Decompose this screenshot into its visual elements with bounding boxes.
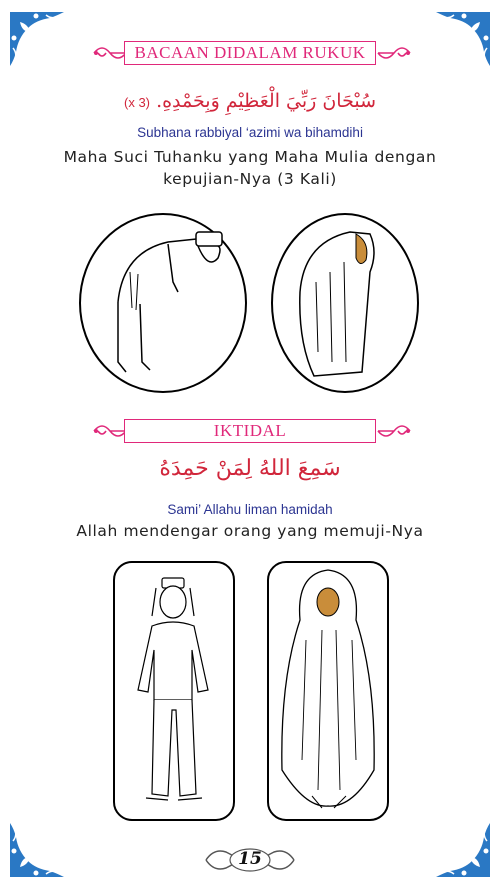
arabic-text: سُبْحَانَ رَبِّيَ الْعَظِيْمِ وَبِحَمْدِهِ. (156, 90, 377, 112)
transliteration: Sami’ Allahu liman hamidah (167, 502, 333, 517)
page-number (200, 846, 300, 874)
rukuk-man-illustration (78, 212, 248, 394)
arabic-dua (0, 90, 500, 112)
rukuk-woman-illustration (270, 212, 420, 394)
repeat-count: (3 x) (123, 95, 151, 110)
section-title: BACAAN DIDALAM RUKUK (124, 41, 376, 65)
banner-flourish-icon (92, 419, 128, 443)
corner-ornament-icon (6, 817, 70, 881)
arabic-text: سَمِعَ اللهُ لِمَنْ حَمِدَهُ (159, 456, 341, 481)
meaning-line: Maha Suci Tuhanku yang Maha Mulia dengan (63, 148, 437, 166)
section-banner-rukuk (0, 36, 500, 70)
page-number-text: 15 (238, 849, 262, 869)
corner-ornament-icon (430, 817, 494, 881)
meaning-line: kepujian-Nya (3 Kali) (163, 170, 337, 188)
iktidal-woman-illustration (266, 560, 390, 822)
transliteration: Subhana rabbiyal ‘azimi wa bihamdihi (137, 125, 363, 140)
iktidal-man-illustration (112, 560, 236, 822)
arabic-dua (0, 456, 500, 481)
banner-flourish-icon (376, 419, 412, 443)
banner-flourish-icon (376, 41, 412, 65)
section-title: IKTIDAL (124, 419, 376, 443)
meaning-line: Allah mendengar orang yang memuji-Nya (76, 522, 424, 540)
section-banner-iktidal (0, 414, 500, 448)
banner-flourish-icon (92, 41, 128, 65)
